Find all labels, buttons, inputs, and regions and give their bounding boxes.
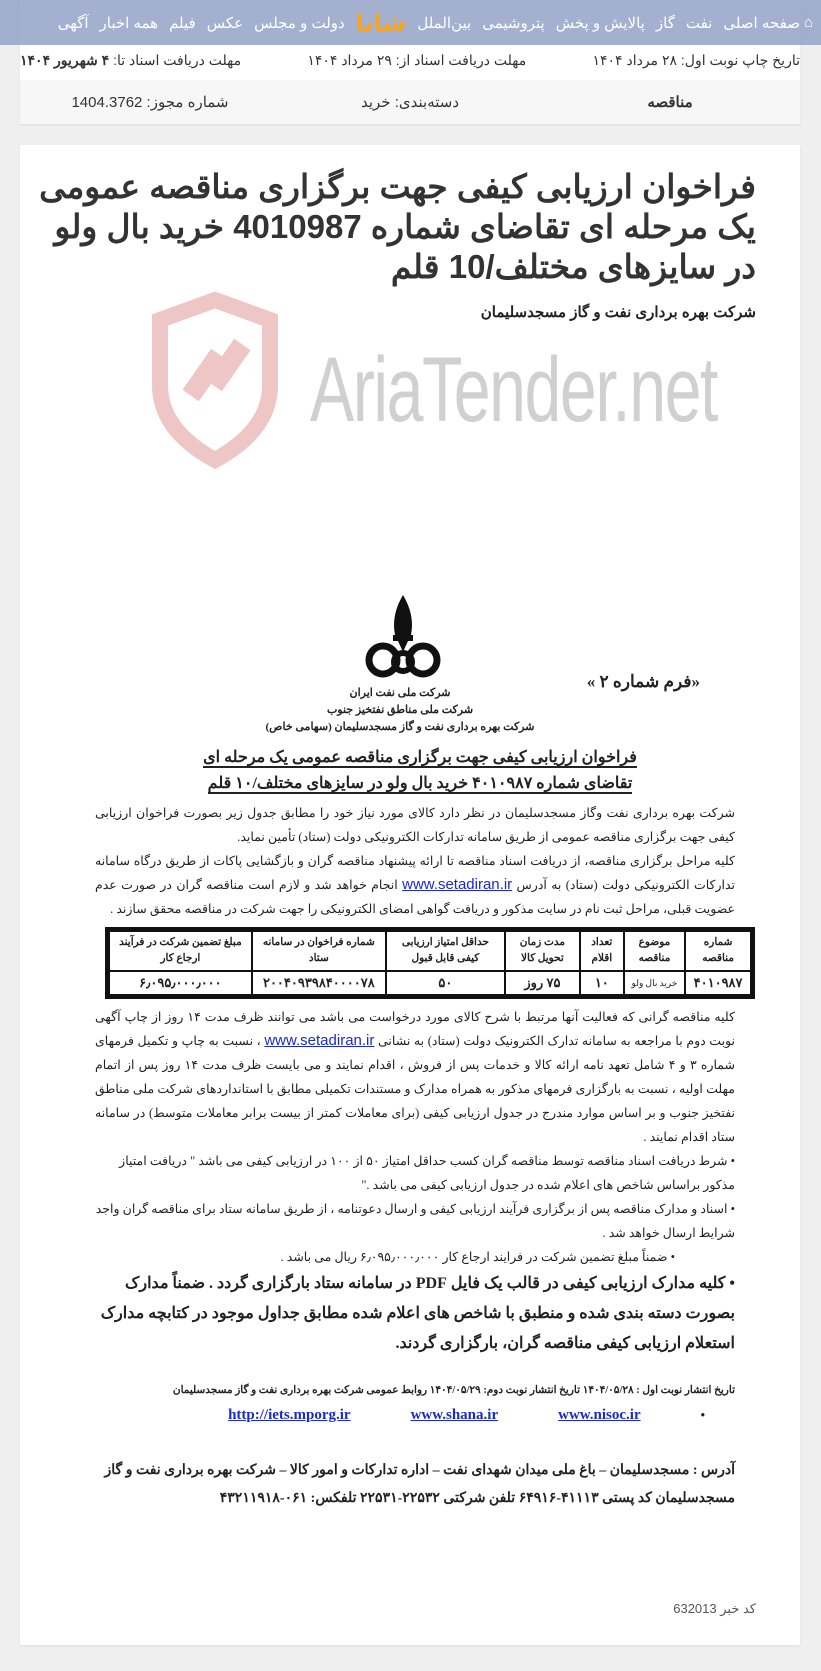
document-body (65, 745, 775, 1513)
org-names: شرکت ملی نفت ایران شرکت ملی مناطق نفتخیز جنوب شرکت بهره برداری نفت و گاز مسجدسلیمان (سهامی خاص) (265, 687, 535, 733)
doc-to: مهلت دریافت اسناد تا: ۴ شهریور ۱۴۰۴ (20, 52, 242, 68)
doc-from: مهلت دریافت اسناد از: ۲۹ مرداد ۱۴۰۴ (307, 52, 527, 68)
doc-paragraph: شرکت بهره برداری نفت وگاز مسجدسلیمان در نظر دارد کالای مورد نیاز خود را مطابق جدول زیر بصورت فراخوان ارزیابی کیفی جهت برگزاری مناقصه عمومی از طریق سامانه تدارکات الکترونیکی دولت (ستاد) تأمین نماید. (95, 806, 735, 844)
shana-link[interactable]: www.shana.ir (410, 1407, 499, 1423)
nav-item[interactable]: همه اخبار (99, 14, 159, 32)
watermark: AriaTender.net (140, 330, 760, 480)
company-name: شرکت بهره برداری نفت و گاز مسجدسلیمان (480, 304, 756, 321)
top-nav (0, 0, 821, 45)
bullet: • شرط دریافت اسناد مناقصه توسط مناقصه گران کسب حداقل امتیاز ۵۰ از ۱۰۰ در ارزیابی کیفی می باشد " دریافت امتیاز مذکور براساس شاخص های اعلام شده در جدول ارزیابی کیفی می باشد ." (119, 1154, 735, 1192)
nav-item[interactable]: پتروشیمی (482, 14, 545, 32)
nav-item[interactable]: عکس (206, 14, 244, 32)
doc-paragraph: کلیه مناقصه گرانی که فعالیت آنها مرتبط با شرح کالای مورد درخواست می باشد می توانند ظرف مدت ۱۴ روز از چاپ آگهی نوبت دوم با مراجعه به سامانه تدارک الکترونیک دولت (ستاد) به نشانی www.setadiran.ir ، نسبت به چاپ و تکمیل فرمهای شماره ۳ و ۴ شامل تعهد نامه ارائه کالا و خدمات پس از فروش ، اقدام نمایند و می بایست ظرف مدت ۱۴ روز پس از اتمام مهلت اولیه ، نسبت به بارگزاری فرمهای مذکور به همراه مدارک و مستندات تکمیلی مطابق با استانداردهای شرکت ملی مناطق نفتخیز جنوب و بر اساس موارد مندرج در جدول ارزیابی کیفی (برای معاملات کمتر از بیست برابر معاملات متوسط) در سامانه ستاد اقدام نمایند . (95, 1010, 735, 1144)
bullet: • اسناد و مدارک مناقصه پس از برگزاری فرآیند ارزیابی کیفی و ارسال دعوتنامه ، از طریق سامانه ستاد برای مناقصه گران واجد شرایط ارسال خواهد شد . (95, 1202, 735, 1240)
nav-item[interactable]: گاز (655, 14, 675, 32)
article-card (20, 145, 800, 1645)
setadiran-link[interactable]: www.setadiran.ir (402, 876, 513, 893)
print-date: تاریخ چاپ نوبت اول: ۲۸ مرداد ۱۴۰۴ (592, 52, 800, 68)
page-title: فراخوان ارزیابی کیفی جهت برگزاری مناقصه عمومی یک مرحله ای تقاضای شماره 4010987 خرید بال ولو در سایزهای مختلف/10 قلم (39, 168, 756, 285)
doc-title: فراخوان ارزیابی کیفی جهت برگزاری مناقصه عمومی یک مرحله ای تقاضای شماره ۴۰۱۰۹۸۷ خرید بال ولو در سایزهای مختلف/۱۰ قلم (203, 749, 637, 792)
setadiran-link[interactable]: www.setadiran.ir (264, 1032, 375, 1049)
nav-item[interactable]: فیلم (169, 14, 196, 32)
nav-item[interactable]: نفت (685, 14, 713, 32)
license-number: شماره مجوز: 1404.3762 (71, 94, 229, 111)
home-icon[interactable]: ⌂ (803, 14, 813, 31)
address: آدرس : مسجدسلیمان – باغ ملی میدان شهدای نفت – اداره تدارکات و امور کالا – شرکت بهره برداری نفت و گاز مسجدسلیمان کد پستی ۴۱۱۱۳-۶۴۹۱۶ تلفن شرکتی ۲۲۵۳۲-۲۲۵۳۱ تلفکس: ۰۶۱-۴۳۲۱۱۹۱۸ (104, 1463, 735, 1506)
bullet: • ضمناً مبلغ تضمین شرکت در فرایند ارجاع کار ۶٫۰۹۵٫۰۰۰٫۰۰۰ ریال می باشد . (280, 1250, 675, 1264)
gavel-shield-icon (140, 290, 290, 470)
category-label: دسته‌بندی: خرید (360, 94, 460, 111)
news-code: کد خبر 632013 (673, 1601, 756, 1616)
tender-table: شماره مناقصه موضوع مناقصه تعداد اقلام مدت زمان تحویل کالا حداقل امتیاز ارزیابی کیفی قابل قبول شماره فراخوان در سامانه ستاد مبلغ تضمین شرکت در فرآیند ارجاع کار ۴۰۱۰۹۸۷ خرید بال ولو ۱۰ ۷۵ روز ۵۰ ۲۰۰۴۰۹۳۹۸۴۰۰۰۰۷۸ ۶٫۰۹۵٫۰۰۰٫۰۰۰ (105, 927, 755, 999)
publish-dates: تاریخ انتشار نوبت اول : ۱۴۰۴/۰۵/۲۸ تاریخ انتشار نوبت دوم: ۱۴۰۴/۰۵/۲۹ روابط عمومی شرکت بهره برداری نفت و گاز مسجدسلیمان (172, 1385, 735, 1396)
nioc-logo (353, 590, 453, 688)
bullet-bold: • کلیه مدارک ارزیابی کیفی در قالب یک فایل PDF در سامانه ستاد بارگزاری گردد . ضمناً مدارک بصورت دسته بندی شده و منطبق با شاخص های اعلام شده مطابق جداول موجود در کتابچه مدارک استعلام ارزیابی کیفی مناقصه گران، بارگزاری گردند. (100, 1275, 735, 1352)
form-number: «فرم شماره ۲ » (586, 672, 700, 691)
iets-link[interactable]: http://iets.mporg.ir (228, 1407, 351, 1423)
nisoc-link[interactable]: www.nisoc.ir (558, 1407, 641, 1423)
nav-item[interactable]: پالایش و پخش (555, 14, 645, 32)
nav-item[interactable]: بین‌الملل (417, 14, 472, 32)
type-label: مناقصه (647, 94, 693, 111)
nav-item[interactable]: صفحه اصلی (723, 14, 800, 32)
links-row: • www.nisoc.ir www.shana.ir http://iets.mporg.ir (95, 1403, 735, 1427)
nav-item[interactable]: دولت و مجلس (254, 14, 345, 32)
nav-item[interactable]: آگهی (57, 14, 89, 32)
shana-logo[interactable]: شانا (355, 8, 407, 37)
doc-paragraph: کلیه مراحل برگزاری مناقصه، از دریافت اسناد مناقصه تا ارائه پیشنهاد مناقصه گران و بازگشایی پاکات از طریق درگاه سامانه تدارکات الکترونیکی دولت (ستاد) به آدرس www.setadiran.ir انجام خواهد شد و لازم است مناقصه گران در صورت عدم عضویت قبلی، مراحل ثبت نام در سایت مذکور و دریافت گواهی امضای الکترونیکی را جهت شرکت در مناقصه محقق سازند . (95, 854, 736, 916)
